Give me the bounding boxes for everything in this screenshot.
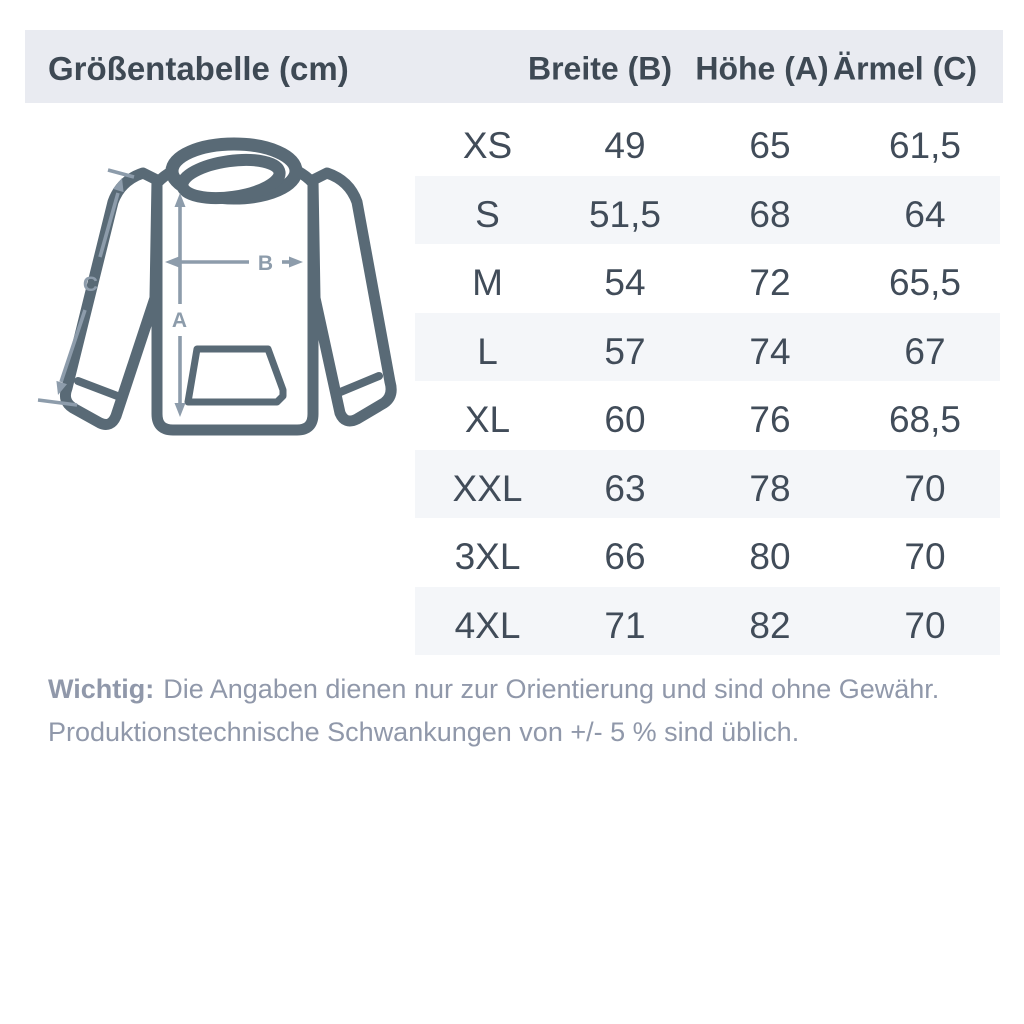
hoehe-value: 80	[749, 536, 791, 578]
hoehe-value: 68	[749, 193, 791, 235]
column-header-hoehe: Höhe (A)	[695, 50, 829, 86]
size-label: L	[477, 330, 498, 372]
size-label: XXL	[452, 467, 523, 509]
aermel-value: 70	[904, 604, 946, 646]
table-row	[415, 244, 1000, 313]
column-header-breite: Breite (B)	[527, 50, 673, 86]
hoehe-value: 78	[749, 467, 791, 509]
page-title: Größentabelle (cm)	[48, 49, 349, 87]
hoodie-outline	[65, 144, 391, 430]
hoehe-value: 82	[749, 604, 791, 646]
breite-value: 51,5	[588, 193, 661, 235]
aermel-value: 67	[904, 330, 946, 372]
label-c: C	[82, 273, 100, 296]
aermel-value: 65,5	[888, 262, 961, 304]
table-row	[415, 518, 1000, 587]
table-row	[415, 313, 1000, 382]
hoehe-value: 65	[749, 125, 791, 167]
hoodie-pocket	[188, 349, 283, 402]
size-label: XS	[462, 125, 513, 167]
table-header-bar	[25, 30, 1003, 103]
table-row	[415, 381, 1000, 450]
column-header-aermel: Ärmel (C)	[832, 50, 978, 86]
table-row	[415, 450, 1000, 519]
breite-value: 54	[604, 262, 646, 304]
aermel-value: 68,5	[888, 399, 961, 441]
size-label: 4XL	[454, 604, 521, 646]
label-a: A	[171, 309, 189, 332]
hoodie-measurement-diagram	[30, 120, 420, 455]
aermel-value: 64	[904, 193, 946, 235]
size-label: S	[475, 193, 500, 235]
aermel-value: 70	[904, 536, 946, 578]
aermel-value: 61,5	[888, 125, 961, 167]
disclaimer-text	[48, 668, 939, 754]
breite-value: 71	[604, 604, 646, 646]
label-b: B	[257, 252, 275, 275]
size-table	[415, 107, 1000, 655]
aermel-value: 70	[904, 467, 946, 509]
hoehe-value: 76	[749, 399, 791, 441]
size-label: XL	[464, 399, 511, 441]
hoehe-value: 72	[749, 262, 791, 304]
disclaimer-line2: Produktionstechnische Schwankungen von +/- 5 % sind üblich.	[48, 717, 800, 747]
disclaimer-bold: Wichtig:	[48, 674, 155, 704]
breite-value: 63	[604, 467, 646, 509]
breite-value: 66	[604, 536, 646, 578]
size-label: 3XL	[454, 536, 521, 578]
size-label: M	[472, 262, 503, 304]
breite-value: 57	[604, 330, 646, 372]
breite-value: 49	[604, 125, 646, 167]
disclaimer-line1: Die Angaben dienen nur zur Orientierung und sind ohne Gewähr.	[163, 674, 940, 704]
table-row	[415, 176, 1000, 245]
table-row	[415, 587, 1000, 656]
table-row	[415, 107, 1000, 176]
hoehe-value: 74	[749, 330, 791, 372]
breite-value: 60	[604, 399, 646, 441]
